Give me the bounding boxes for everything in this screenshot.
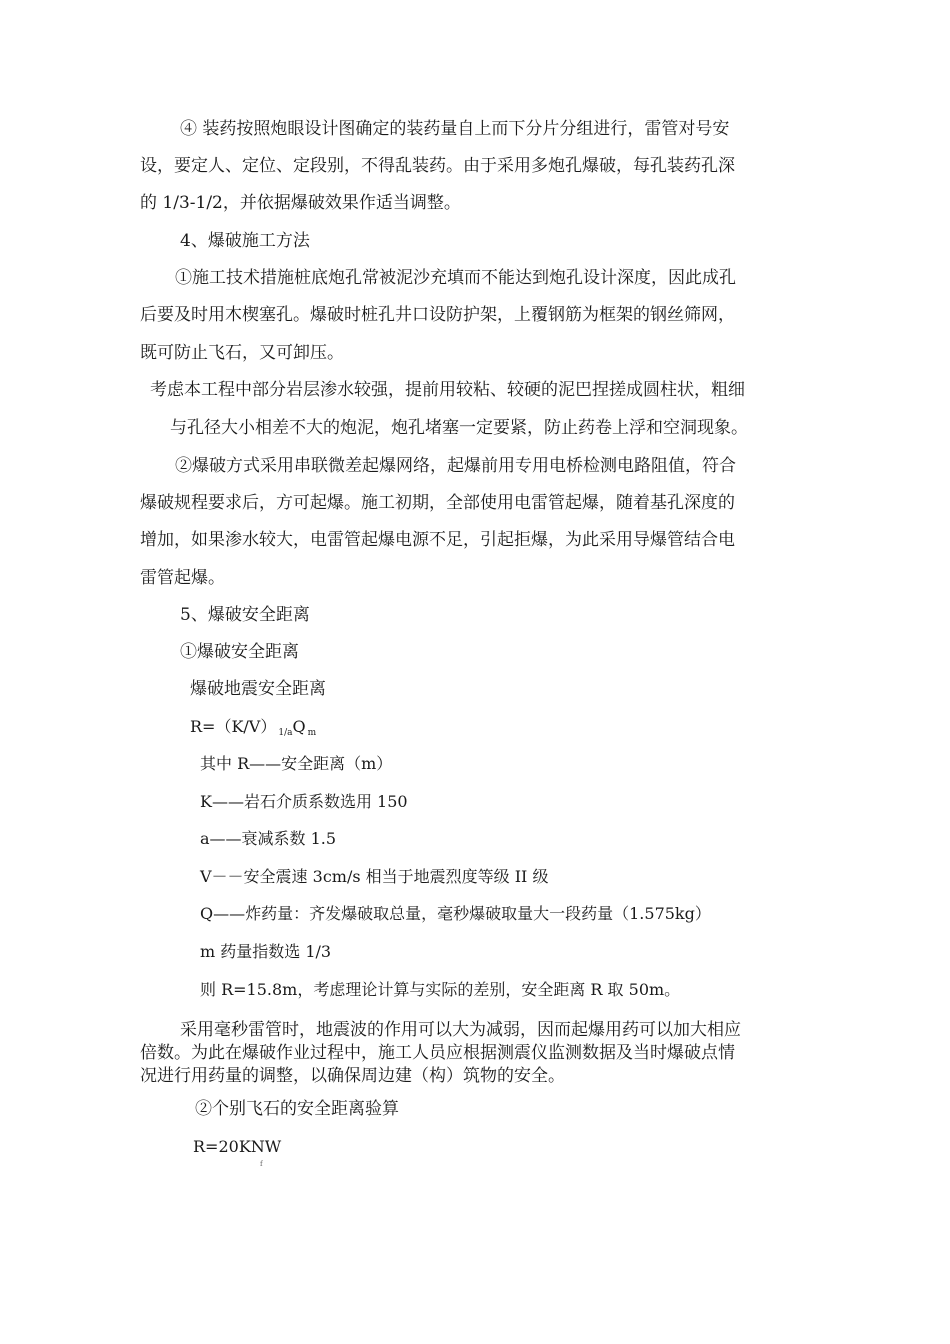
formula-seismic — [190, 716, 316, 744]
section-heading-5: 5、爆破安全距离 — [180, 605, 310, 625]
para-3-line-2: 与孔径大小相差不大的炮泥，炮孔堵塞一定要紧，防止药卷上浮和空洞现象。 — [170, 418, 748, 438]
formula-seismic-tail: Q — [292, 717, 306, 736]
para-5-line-3: 况进行用药量的调整，以确保周边建（构）筑物的安全。 — [140, 1066, 565, 1086]
para-4-line-2: 爆破规程要求后，方可起爆。施工初期，全部使用电雷管起爆，随着基孔深度的 — [140, 493, 735, 513]
para-5-line-1: 采用毫秒雷管时，地震波的作用可以大为减弱，因而起爆用药可以加大相应 — [180, 1020, 741, 1040]
def-a: a——衰减系数 1.5 — [200, 829, 337, 848]
def-m: m 药量指数选 1/3 — [200, 942, 332, 961]
formula-flyrock-subscript: f — [260, 1160, 263, 1168]
para-4-line-1: ②爆破方式采用串联微差起爆网络，起爆前用专用电桥检测电路阻值，符合 — [175, 456, 736, 476]
def-q: Q——炸药量：齐发爆破取总量，毫秒爆破取量大一段药量（1.575kg） — [200, 904, 711, 923]
para-1-line-2: 设，要定人、定位、定段别，不得乱装药。由于采用多炮孔爆破，每孔装药孔深 — [140, 156, 735, 176]
para-3-line-1: 考虑本工程中部分岩层渗水较强，提前用较粘、较硬的泥巴捏搓成圆柱状，粗细 — [150, 380, 745, 400]
result-r: 则 R=15.8m，考虑理论计算与实际的差别，安全距离 R 取 50m。 — [200, 980, 681, 999]
subheading-seismic-safety-distance: 爆破地震安全距离 — [190, 679, 326, 699]
para-1-line-1: ④ 装药按照炮眼设计图确定的装药量自上而下分片分组进行，雷管对号安 — [180, 119, 730, 139]
para-2-line-1: ①施工技术措施桩底炮孔常被泥沙充填而不能达到炮孔设计深度，因此成孔 — [175, 268, 736, 288]
def-k: K——岩石介质系数选用 150 — [200, 792, 408, 811]
para-2-line-3: 既可防止飞石，又可卸压。 — [140, 343, 344, 363]
def-r: 其中 R——安全距离（m） — [200, 754, 393, 773]
def-v: V－－安全震速 3cm/s 相当于地震烈度等级 II 级 — [200, 867, 549, 886]
section-heading-4: 4、爆破施工方法 — [180, 231, 310, 251]
subheading-flyrock: ②个别飞石的安全距离验算 — [195, 1099, 399, 1119]
para-4-line-3: 增加，如果渗水较大，电雷管起爆电源不足，引起拒爆，为此采用导爆管结合电 — [140, 530, 735, 550]
formula-flyrock: R=20KNW — [193, 1137, 282, 1156]
subheading-blast-safety-distance: ①爆破安全距离 — [180, 642, 299, 662]
formula-seismic-tail-sub: m — [307, 728, 317, 738]
para-1-line-3: 的 1/3-1/2，并依据爆破效果作适当调整。 — [140, 193, 461, 213]
para-4-line-4: 雷管起爆。 — [140, 568, 225, 588]
formula-seismic-exponent: 1/a — [278, 728, 293, 738]
formula-seismic-main: R=（K/V） — [190, 717, 277, 736]
para-2-line-2: 后要及时用木楔塞孔。爆破时桩孔井口设防护架，上覆钢筋为框架的钢丝筛网， — [140, 305, 735, 325]
para-5-line-2: 倍数。为此在爆破作业过程中，施工人员应根据测震仪监测数据及当时爆破点情 — [140, 1043, 735, 1063]
